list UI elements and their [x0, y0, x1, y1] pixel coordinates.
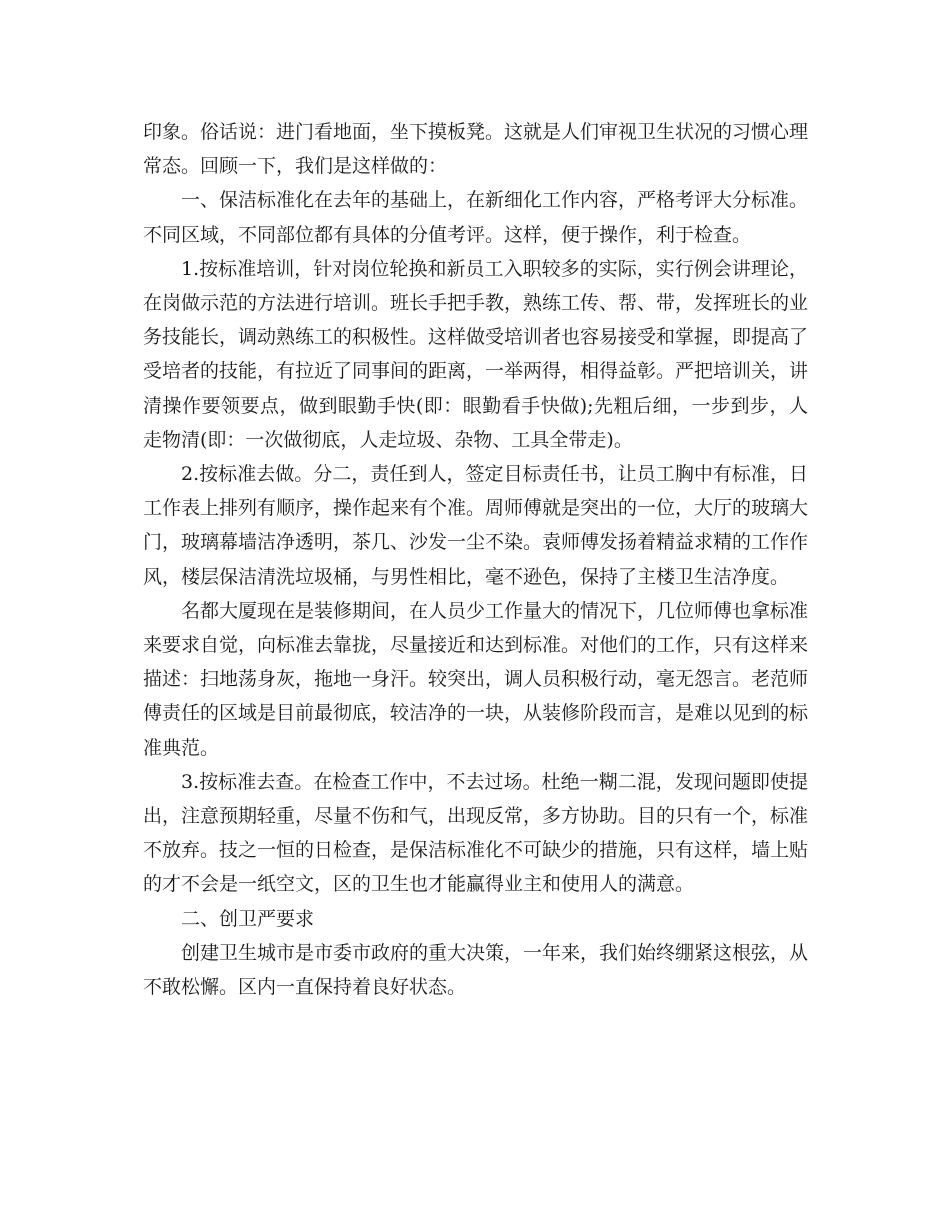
paragraph-continuation: 印象。俗话说：进门看地面，坐下摸板凳。这就是人们审视卫生状况的习惯心理常态。回顾一下，我们是这样做的： — [143, 121, 809, 178]
section-heading-2: 二、创卫严要求 — [181, 907, 315, 930]
list-item-2-paragraph: 2.按标准去做。分二，责任到人，签定目标责任书，让员工胸中有标准，日工作表上排列有顺序，操作起来有个准。周师傅就是突出的一位，大厅的玻璃大门，玻璃幕墙洁净透明，茶几、沙发一尘不染。袁师傅发扬着精益求精的工作作风，楼层保洁清洗垃圾桶，与男性相比，毫不逊色，保持了主楼卫生洁净度。 — [143, 463, 809, 588]
list-item-3-paragraph: 3.按标准去查。在检查工作中，不去过场。杜绝一糊二混，发现问题即使提出，注意预期轻重，尽量不伤和气，出现反常，多方协助。目的只有一个，标准不放弃。技之一恒的日检查，是保洁标准化不可缺少的措施，只有这样，墙上贴的才不会是一纸空文，区的卫生也才能赢得业主和使用人的满意。 — [143, 770, 809, 896]
mingdu-paragraph: 名都大厦现在是装修期间，在人员少工作量大的情况下，几位师傅也拿标准来要求自觉，向标准去靠拢，尽量接近和达到标准。对他们的工作，只有这样来描述：扫地荡身灰，拖地一身汗。较突出，调人员积极行动，毫无怨言。老范师傅责任的区域是目前最彻底，较洁净的一块，从装修阶段而言，是难以见到的标准典范。 — [143, 599, 809, 759]
list-item-1-paragraph: 1.按标准培训，针对岗位轮换和新员工入职较多的实际，实行例会讲理论，在岗做示范的方法进行培训。班长手把手教，熟练工传、帮、带，发挥班长的业务技能长，调动熟练工的积极性。这样做受培训者也容易接受和掌握，即提高了受培者的技能，有拉近了同事间的距离，一举两得，相得益彰。严把培训关，讲清操作要领要点，做到眼勤手快(即：眼勤看手快做);先粗后细，一步到步，人走物清(即：一次做彻底，人走垃圾、杂物、工具全带走)。 — [143, 257, 809, 451]
section-heading-1-paragraph: 一、保洁标准化在去年的基础上，在新细化工作内容，严格考评大分标准。不同区域，不同部位都有具体的分值考评。这样，便于操作，利于检查。 — [143, 189, 809, 246]
document-page — [143, 115, 808, 1004]
chuangwei-paragraph: 创建卫生城市是市委市政府的重大决策，一年来，我们始终绷紧这根弦，从不敢松懈。区内一直保持着良好状态。 — [143, 941, 809, 999]
